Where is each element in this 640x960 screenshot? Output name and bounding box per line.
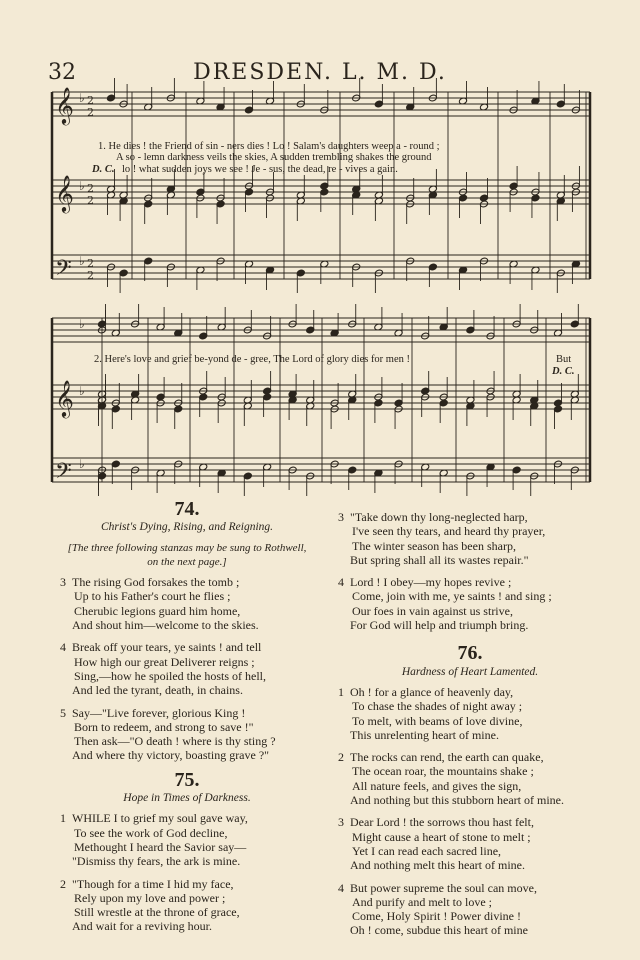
stanza-text: But power supreme the soul can move,	[350, 880, 537, 895]
lyric-verse-4: 2. Here's love and grief be-yond de - gree, The Lord of glory dies for men !	[94, 354, 411, 365]
clef: 𝄞	[55, 174, 74, 212]
stanza-text: How high our great Deliverer reigns ;	[74, 654, 255, 669]
lyric-verse-3: lo ! what sudden joys we see ! Je - sus, the dead, re - vives a gain.	[122, 164, 398, 175]
stanza-line	[52, 604, 322, 618]
stanza-number: 4	[338, 880, 344, 895]
stanza-text: Still wrestle at the throne of grace,	[74, 905, 240, 920]
stanza-number: 1	[60, 811, 66, 826]
stanza	[330, 685, 610, 742]
hymn-title-75: Hope in Times of Darkness.	[123, 792, 251, 805]
stanza-line	[330, 793, 610, 807]
stanza-line	[52, 919, 322, 933]
stanza-text: Oh ! come, subdue this heart of mine	[350, 923, 528, 938]
stanza-text: The rocks can rend, the earth can quake,	[350, 750, 544, 765]
stanza-line	[330, 881, 610, 895]
stanza-line	[52, 720, 322, 734]
stanza-line	[52, 706, 322, 720]
time-signature: 2	[87, 106, 94, 119]
stanza-text: Rely upon my love and power ;	[74, 890, 226, 905]
stanza-line	[52, 877, 322, 891]
stanza-number: 3	[338, 510, 344, 524]
stanza-text: And nothing but this stubborn heart of mine.	[350, 793, 564, 808]
stanza-text: Lord ! I obey—my hopes revive ;	[350, 575, 512, 590]
stanza-line	[330, 909, 610, 923]
stanza-text: Methought I heard the Savior say—	[74, 839, 247, 854]
right-column	[330, 510, 610, 946]
clef: 𝄢	[55, 459, 72, 489]
stanza-text: And shout him—welcome to the skies.	[72, 618, 259, 633]
stanza-line	[52, 640, 322, 654]
lyric-but: But	[556, 354, 572, 365]
stanza-line	[52, 748, 322, 762]
stanza-line	[52, 618, 322, 632]
stanza-text: To melt, with beams of love divine,	[352, 713, 523, 728]
key-signature-flat: ♭	[79, 91, 85, 105]
clef: 𝄞	[55, 379, 74, 417]
hymn-number-76: 76.	[457, 642, 483, 665]
dc-mark-1: D. C.	[92, 164, 115, 175]
time-signature: 2	[87, 182, 94, 195]
hymn-title-74: Christ's Dying, Rising, and Reigning.	[100, 521, 274, 534]
stanza-text: Might cause a heart of stone to melt ;	[352, 829, 531, 844]
stanza-text: All nature feels, and gives the sign,	[352, 778, 522, 793]
left-column	[52, 496, 322, 942]
stanza-text: To see the work of God decline,	[74, 825, 228, 840]
hymn-note-74	[52, 541, 322, 570]
key-signature-flat: ♭	[79, 179, 85, 193]
stanza-line	[52, 891, 322, 905]
stanza-text: And where thy victory, boasting grave ?"	[72, 748, 270, 763]
stanza-number: 3	[338, 815, 344, 830]
stanza-line	[330, 764, 610, 778]
stanza-text: And purify and melt to love ;	[352, 894, 492, 909]
stanza	[52, 575, 322, 632]
page-number: 32	[48, 60, 76, 85]
stanza-text: But spring shall all its wastes repair."	[350, 552, 529, 567]
stanza-text: The rising God forsakes the tomb ;	[72, 575, 240, 590]
stanza-text: Come, Holy Spirit ! Power divine !	[352, 909, 521, 924]
stanza-line	[330, 575, 610, 589]
stanza-line	[52, 734, 322, 748]
stanza-number: 4	[60, 640, 66, 655]
hymn-75-stanzas	[52, 811, 322, 933]
stanza	[330, 815, 610, 872]
lyric-verse-2: A so - lemn darkness veils the skies, A sudden trembling shakes the ground	[116, 152, 432, 163]
stanza-number: 2	[338, 750, 344, 765]
stanza	[330, 510, 610, 567]
stanza	[330, 881, 610, 938]
stanza-line	[52, 854, 322, 868]
key-signature-flat: ♭	[79, 384, 85, 398]
stanza	[52, 877, 322, 934]
stanza-text: Dear Lord ! the sorrows thou hast felt,	[350, 815, 534, 830]
stanza	[52, 640, 322, 697]
stanza-line	[330, 699, 610, 713]
stanza-text: Born to redeem, and strong to save !"	[74, 719, 254, 734]
stanza-line	[330, 750, 610, 764]
hymn-74-stanzas	[52, 575, 322, 763]
stanza-line	[330, 815, 610, 829]
clef: 𝄞	[55, 86, 74, 124]
note-line-1: [The three following stanzas may be sung to Rothwell,	[67, 541, 307, 554]
stanza-text: I've seen thy tears, and heard thy prayer,	[352, 524, 546, 539]
stanza-text: Break off your tears, ye saints ! and tell	[72, 640, 262, 655]
stanza-line	[330, 728, 610, 742]
stanza-text: Oh ! for a glance of heavenly day,	[350, 684, 514, 699]
stanza-text: And led the tyrant, death, in chains.	[72, 683, 243, 698]
hymn-76-stanzas	[330, 685, 610, 938]
stanza-number: 1	[338, 684, 344, 699]
stanza-line	[330, 830, 610, 844]
stanza-text: Then ask—"O death ! where is thy sting ?	[74, 734, 276, 749]
stanza-number: 2	[60, 876, 66, 891]
stanza-text: The winter season has been sharp,	[352, 538, 516, 553]
stanza-text: "Dismiss thy fears, the ark is mine.	[72, 854, 241, 869]
stanza-line	[330, 858, 610, 872]
stanza-text: And nothing melt this heart of mine.	[350, 858, 525, 873]
stanza-text: And wait for a reviving hour.	[72, 919, 212, 934]
stanza-text: "Though for a time I hid my face,	[72, 876, 234, 891]
stanza-line	[330, 510, 610, 524]
stanza-text: Yet I can read each sacred line,	[352, 843, 502, 858]
stanza-text: "Take down thy long-neglected harp,	[350, 510, 528, 524]
stanza-line	[330, 895, 610, 909]
stanza-line	[52, 840, 322, 854]
key-signature-flat: ♭	[79, 457, 85, 471]
key-signature-flat: ♭	[79, 254, 85, 268]
stanza-text: Our foes in vain against us strive,	[352, 603, 513, 618]
tune-title: DRESDEN. L. M. D.	[193, 60, 447, 85]
stanza-line	[330, 685, 610, 699]
stanza-text: To chase the shades of night away ;	[352, 699, 523, 714]
stanza-text: For God will help and triumph bring.	[350, 618, 529, 633]
time-signature: 2	[87, 257, 94, 270]
stanza-text: Cherubic legions guard him home,	[74, 603, 241, 618]
stanza-text: Sing,—how he spoiled the hosts of hell,	[74, 668, 266, 683]
stanza-line	[52, 905, 322, 919]
hymn-number-74: 74.	[174, 498, 200, 520]
stanza-line	[330, 604, 610, 618]
stanza-line	[330, 844, 610, 858]
stanza-text: WHILE I to grief my soul gave way,	[72, 811, 248, 826]
stanza-line	[330, 553, 610, 567]
stanza-number: 5	[60, 705, 66, 720]
stanza-text: Come, join with me, ye saints ! and sing ;	[352, 589, 552, 604]
lyric-verse-1: 1. He dies ! the Friend of sin - ners dies ! Lo ! Salam's daughters weep a - round ;	[98, 141, 440, 152]
stanza-line	[52, 575, 322, 589]
stanza-text: This unrelenting heart of mine.	[350, 727, 499, 742]
stanza-line	[330, 618, 610, 632]
stanza-line	[52, 669, 322, 683]
hymn-number-75: 75.	[174, 768, 200, 791]
stanza-text: Say—"Live forever, glorious King !	[72, 705, 246, 720]
stanza-number: 4	[338, 575, 344, 590]
stanza-line	[52, 589, 322, 603]
stanza-line	[330, 714, 610, 728]
stanza-number: 3	[60, 575, 66, 590]
hymn-75-stanzas-cont	[330, 510, 610, 632]
time-signature: 2	[87, 94, 94, 107]
stanza	[52, 811, 322, 868]
stanza-line	[52, 826, 322, 840]
stanza-line	[330, 524, 610, 538]
stanza-line	[330, 779, 610, 793]
stanza	[330, 575, 610, 632]
clef: 𝄢	[55, 256, 72, 286]
stanza-text: Up to his Father's court he flies ;	[74, 589, 231, 604]
stanza-line	[52, 655, 322, 669]
dc-mark-2: D. C.	[552, 366, 575, 377]
stanza-line	[330, 539, 610, 553]
time-signature: 2	[87, 194, 94, 207]
stanza-line	[52, 811, 322, 825]
hymn-title-76: Hardness of Heart Lamented.	[401, 665, 539, 678]
note-line-2: on the next page.]	[147, 555, 227, 568]
stanza-text: The ocean roar, the mountains shake ;	[352, 764, 534, 779]
key-signature-flat: ♭	[79, 317, 85, 331]
stanza	[52, 706, 322, 763]
stanza	[330, 750, 610, 807]
time-signature: 2	[87, 269, 94, 282]
stanza-line	[330, 923, 610, 937]
stanza-line	[52, 683, 322, 697]
stanza-line	[330, 589, 610, 603]
